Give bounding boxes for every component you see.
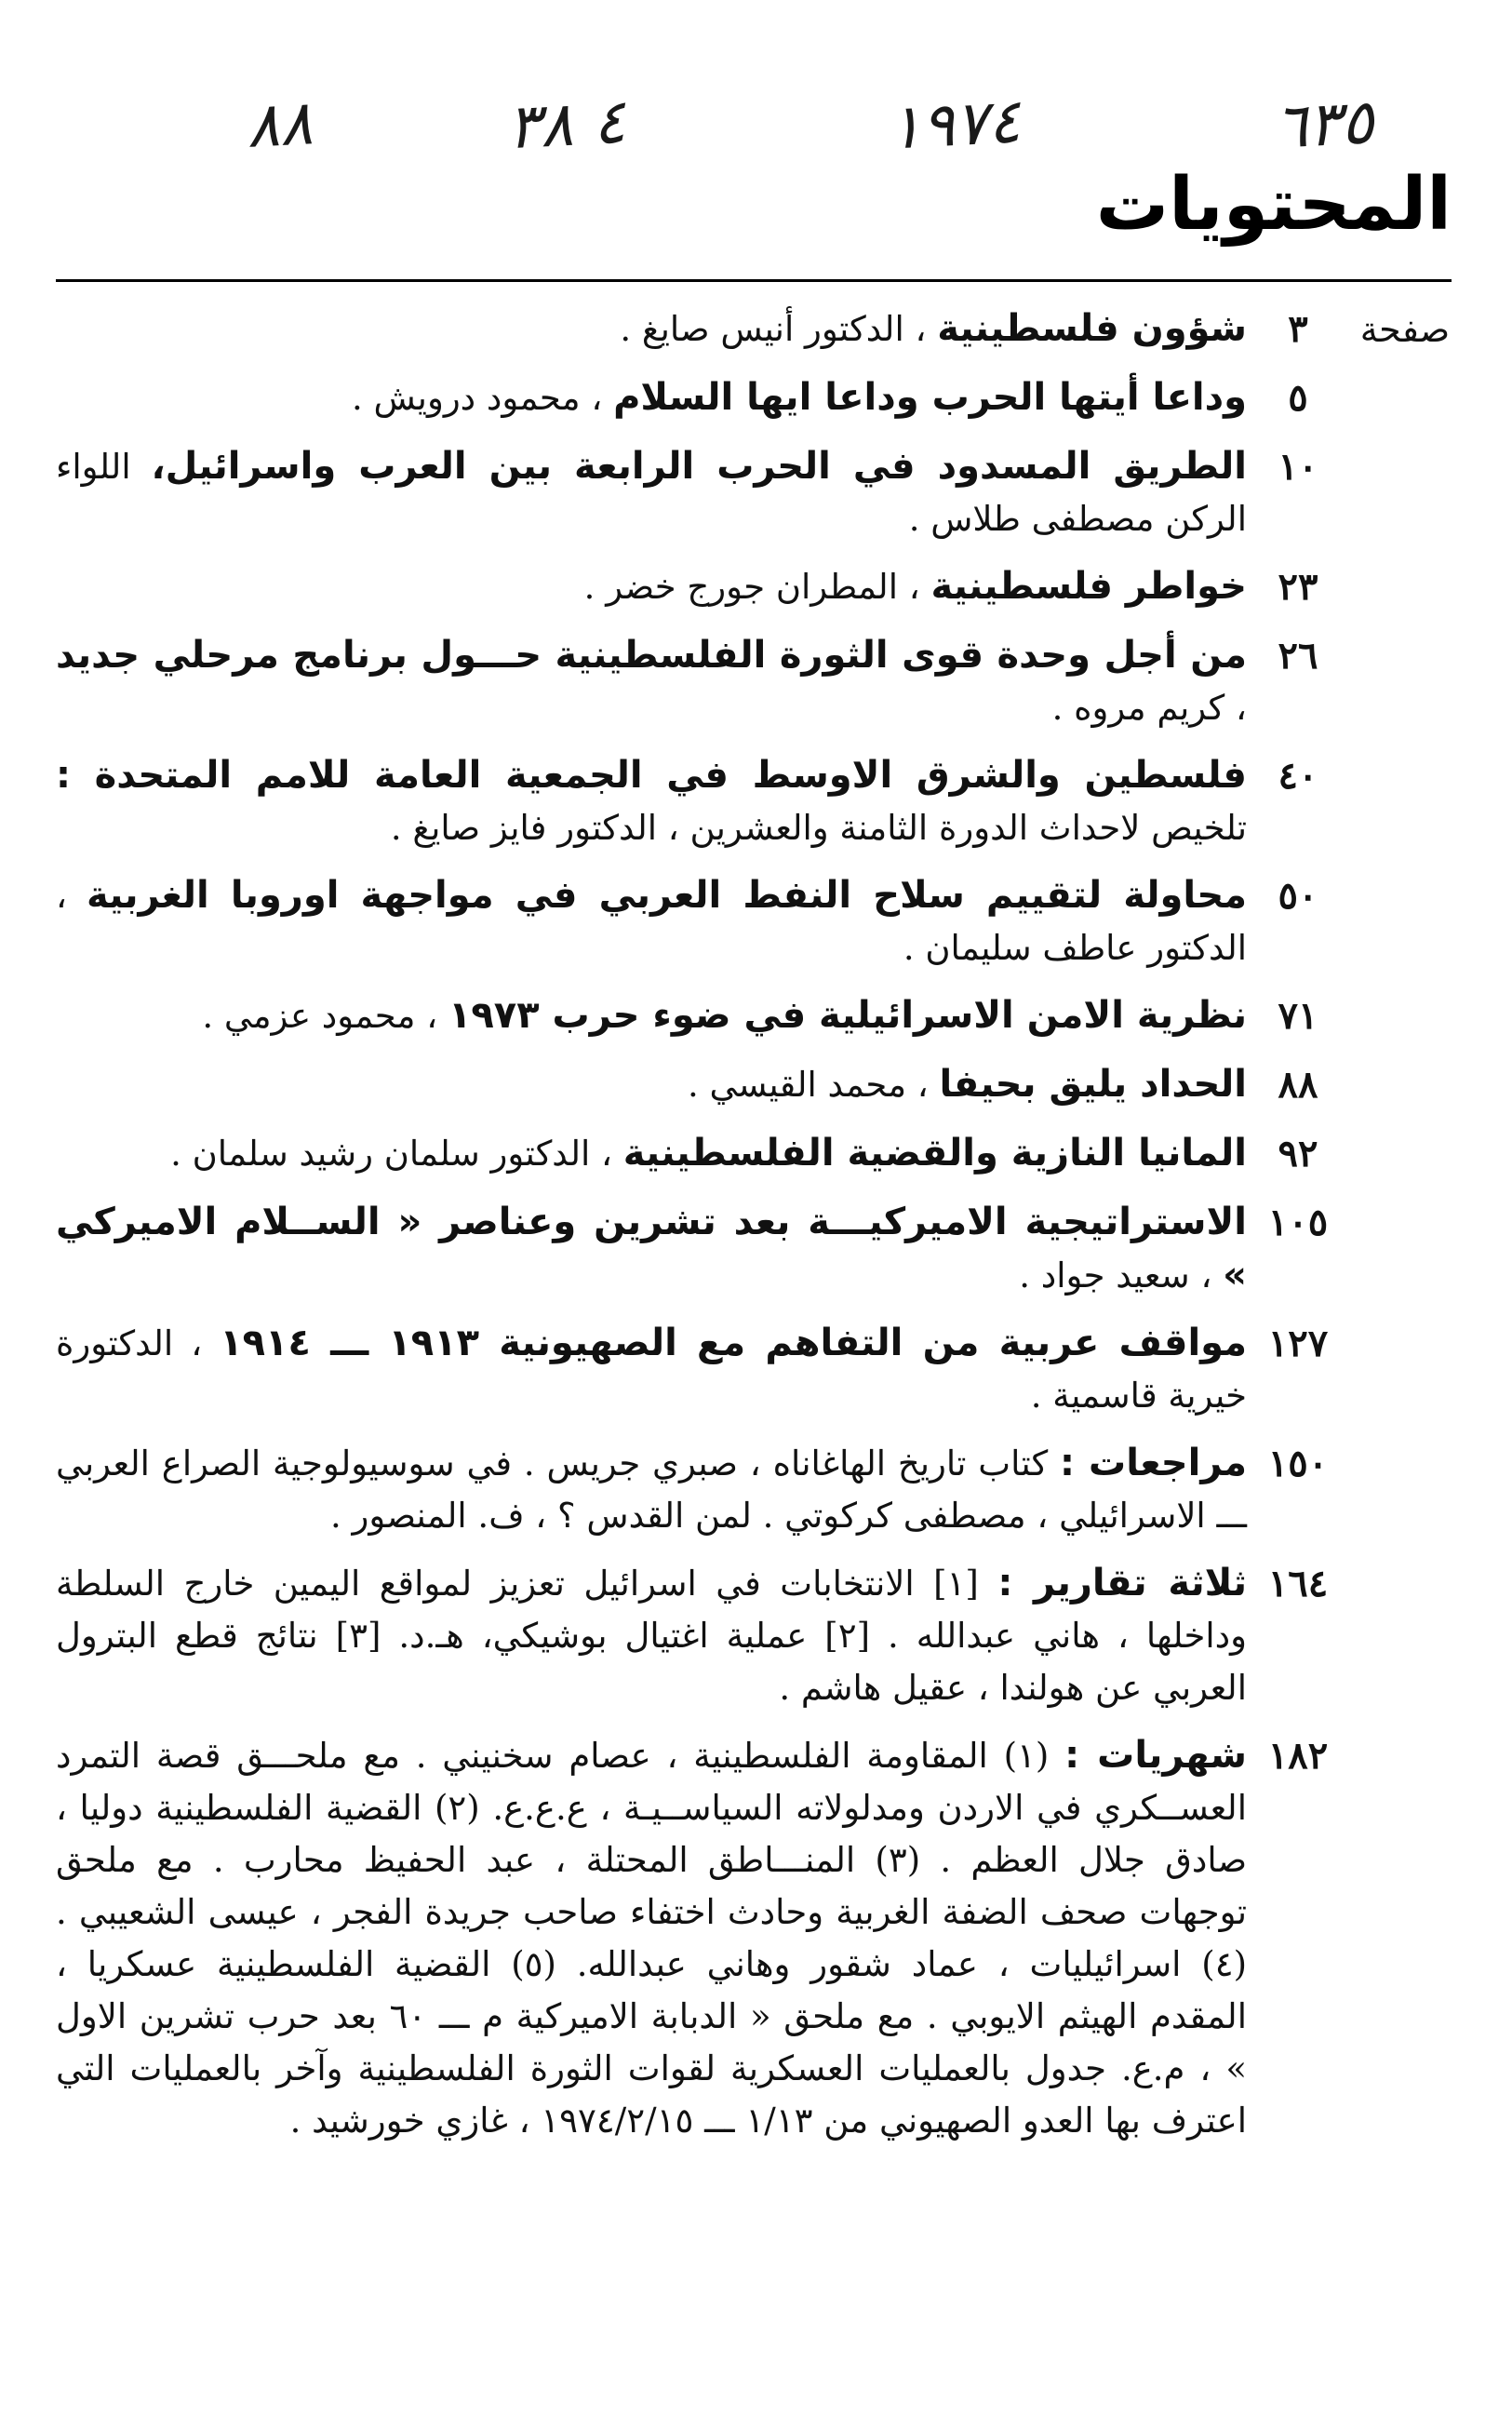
entry-page-number: ١٥٠ — [1267, 1442, 1329, 1485]
entry-title: وداعا أيتها الحرب وداعا ايها السلام — [613, 376, 1247, 419]
entry-page-number: ٩٢ — [1278, 1132, 1318, 1175]
toc-entry — [56, 1058, 1461, 1112]
entry-page-number: ٥ — [1288, 376, 1308, 420]
entry-text — [56, 1058, 1247, 1111]
entry-author: ، الدكتور سلمان رشيد سلمان . — [170, 1134, 612, 1174]
entry-title: ثلاثة تقارير : — [997, 1562, 1247, 1604]
entry-author: ، محمود درويش . — [351, 378, 603, 418]
entry-author: ، سعيد جواد . — [1019, 1255, 1212, 1296]
entry-text — [56, 371, 1247, 424]
entry-page-number: ٢٣ — [1278, 565, 1318, 609]
entry-text — [56, 1437, 1247, 1542]
toc-entry — [56, 1437, 1461, 1542]
toc-entry — [56, 1557, 1461, 1714]
entry-text — [56, 560, 1247, 613]
entry-title: الطريق المسدود في الحرب الرابعة بين العرب واسرائيل، — [151, 445, 1247, 488]
entry-text — [56, 302, 1247, 356]
entry-author: [١] الانتخابات في اسرائيل تعزيز لمواقع اليمين خارج السلطة وداخلها ، هاني عبدالله . [٢] عملية اغتيال بوشيكي، هـ.د. [٣] نتائج قطع البترول العربي عن هولندا ، عقيل هاشم . — [56, 1564, 1247, 1708]
handwritten-note-left: ٨٨ — [245, 87, 314, 162]
toc-entry — [56, 749, 1461, 854]
toc-entry — [56, 440, 1461, 545]
entry-author: ، محمد القيسي . — [687, 1065, 929, 1105]
entry-page-number: ١٨٢ — [1267, 1734, 1329, 1778]
handwritten-note-center-left: ٤ ٣٨ — [505, 85, 628, 164]
entry-page-number: ٥٠ — [1278, 874, 1318, 918]
entry-title: مراجعات : — [1060, 1442, 1247, 1484]
entry-author: ، محمود عزمي . — [202, 996, 438, 1036]
entry-title: شؤون فلسطينية — [937, 307, 1247, 350]
toc-entry — [56, 869, 1461, 974]
handwritten-note-right: ٦٣٥ — [1273, 86, 1376, 163]
entry-author: تلخيص لاحداث الدورة الثامنة والعشرين ، الدكتور فايز صايغ . — [390, 808, 1247, 848]
entry-text — [56, 1317, 1247, 1422]
entry-title: محاولة لتقييم سلاح النفط العربي في مواجهة اوروبا الغربية — [86, 874, 1247, 917]
entry-author: ، الدكتور عاطف سليمان . — [56, 876, 1247, 968]
entry-page-number: ٢٦ — [1278, 634, 1318, 678]
entry-title: الاستراتيجية الاميركيـــة بعد تشرين وعناصر « الســلام الاميركي » — [56, 1201, 1247, 1296]
entry-author: (١) المقاومة الفلسطينية ، عصام سخنيني . مع ملحـــق قصة التمرد العســكري في الاردن ومدلولاته السياســيـة ، ع.ع.ع. (٢) القضية الفلسطينية دوليا ، صادق جلال العظم . (٣) المنـــاطق المحتلة ، عبد الحفيظ محارب . مع ملحق توجهات صحف الضفة الغربية وحادث اختفاء صاحب جريدة الفجر ، عيسى الشعيبي . (٤) اسرائيليات ، عماد شقور وهاني عبدالله. (٥) القضية الفلسطينية عسكريا ، المقدم الهيثم الايوبي . مع ملحق « الدبابة الاميركية م ـــ ٦٠ بعد حرب تشرين الاول » ، م.ع. جدول بالعمليات العسكرية لقوات الثورة الفلسطينية وآخر بالعمليات التي اعترف بها العدو الصهيوني من ١/١٣ ـــ ١٩٧٤/٢/١٥ ، غازي خورشيد . — [56, 1736, 1248, 2141]
entry-text — [56, 440, 1247, 545]
entry-page-number: ١٠٥ — [1267, 1201, 1329, 1244]
page-title: المحتويات — [1095, 163, 1452, 247]
toc-entry — [56, 1729, 1461, 2147]
entry-page-number: ٧١ — [1278, 994, 1318, 1038]
entry-page-number: ١٦٤ — [1267, 1562, 1329, 1605]
entry-page-number: ٤٠ — [1278, 754, 1318, 798]
toc-entry — [56, 629, 1461, 734]
toc-entry — [56, 1317, 1461, 1422]
toc-entry — [56, 989, 1461, 1043]
entry-author: ، كريم مروه . — [1051, 688, 1247, 728]
entry-page-number: ٨٨ — [1278, 1063, 1318, 1107]
title-divider — [56, 279, 1452, 282]
entry-page-number: ١٠ — [1278, 445, 1318, 489]
entry-text — [56, 1127, 1247, 1180]
entry-title: من أجل وحدة قوى الثورة الفلسطينية حـــول برنامج مرحلي جديد — [56, 634, 1247, 677]
entry-title: نظرية الامن الاسرائيلية في ضوء حرب ١٩٧٣ — [448, 994, 1247, 1037]
entry-author: ، الدكتورة خيرية قاسمية . — [56, 1323, 1247, 1416]
entry-text — [56, 1729, 1247, 2147]
entry-author: ، المطران جورج خضر . — [583, 567, 920, 607]
page-label: صفحة — [1359, 309, 1451, 350]
entry-text — [56, 749, 1247, 854]
entry-page-number: ١٢٧ — [1267, 1322, 1329, 1365]
entry-title: خواطر فلسطينية — [930, 565, 1247, 608]
toc-entry — [56, 371, 1461, 425]
entry-author: كتاب تاريخ الهاغاناه ، صبري جريس . في سوسيولوجية الصراع العربي ـــ الاسرائيلي ، مصطفى كركوتي . لمن القدس ؟ ، ف. المنصور . — [56, 1443, 1247, 1536]
entry-page-number: ٣ — [1288, 307, 1308, 351]
entry-text — [56, 629, 1247, 734]
toc-entry — [56, 560, 1461, 614]
entry-title: المانيا النازية والقضية الفلسطينية — [622, 1132, 1247, 1175]
handwritten-year: ١٩٧٤ — [887, 85, 1023, 164]
toc-entry — [56, 1127, 1461, 1181]
entry-text — [56, 1557, 1247, 1714]
entry-text — [56, 1196, 1247, 1302]
table-of-contents — [56, 302, 1461, 2162]
toc-entry — [56, 1196, 1461, 1302]
entry-title: الحداد يليق بحيفا — [939, 1063, 1247, 1106]
entry-author: ، الدكتور أنيس صايغ . — [620, 309, 927, 349]
entry-title: فلسطين والشرق الاوسط في الجمعية العامة للامم المتحدة : — [56, 754, 1247, 797]
entry-text — [56, 869, 1247, 974]
toc-entry — [56, 302, 1461, 356]
entry-author: اللواء الركن مصطفى طلاس . — [56, 447, 1247, 539]
entry-text — [56, 989, 1247, 1042]
entry-title: شهريات : — [1064, 1734, 1248, 1777]
entry-title: مواقف عربية من التفاهم مع الصهيونية ١٩١٣ ـــ ١٩١٤ — [220, 1322, 1247, 1364]
